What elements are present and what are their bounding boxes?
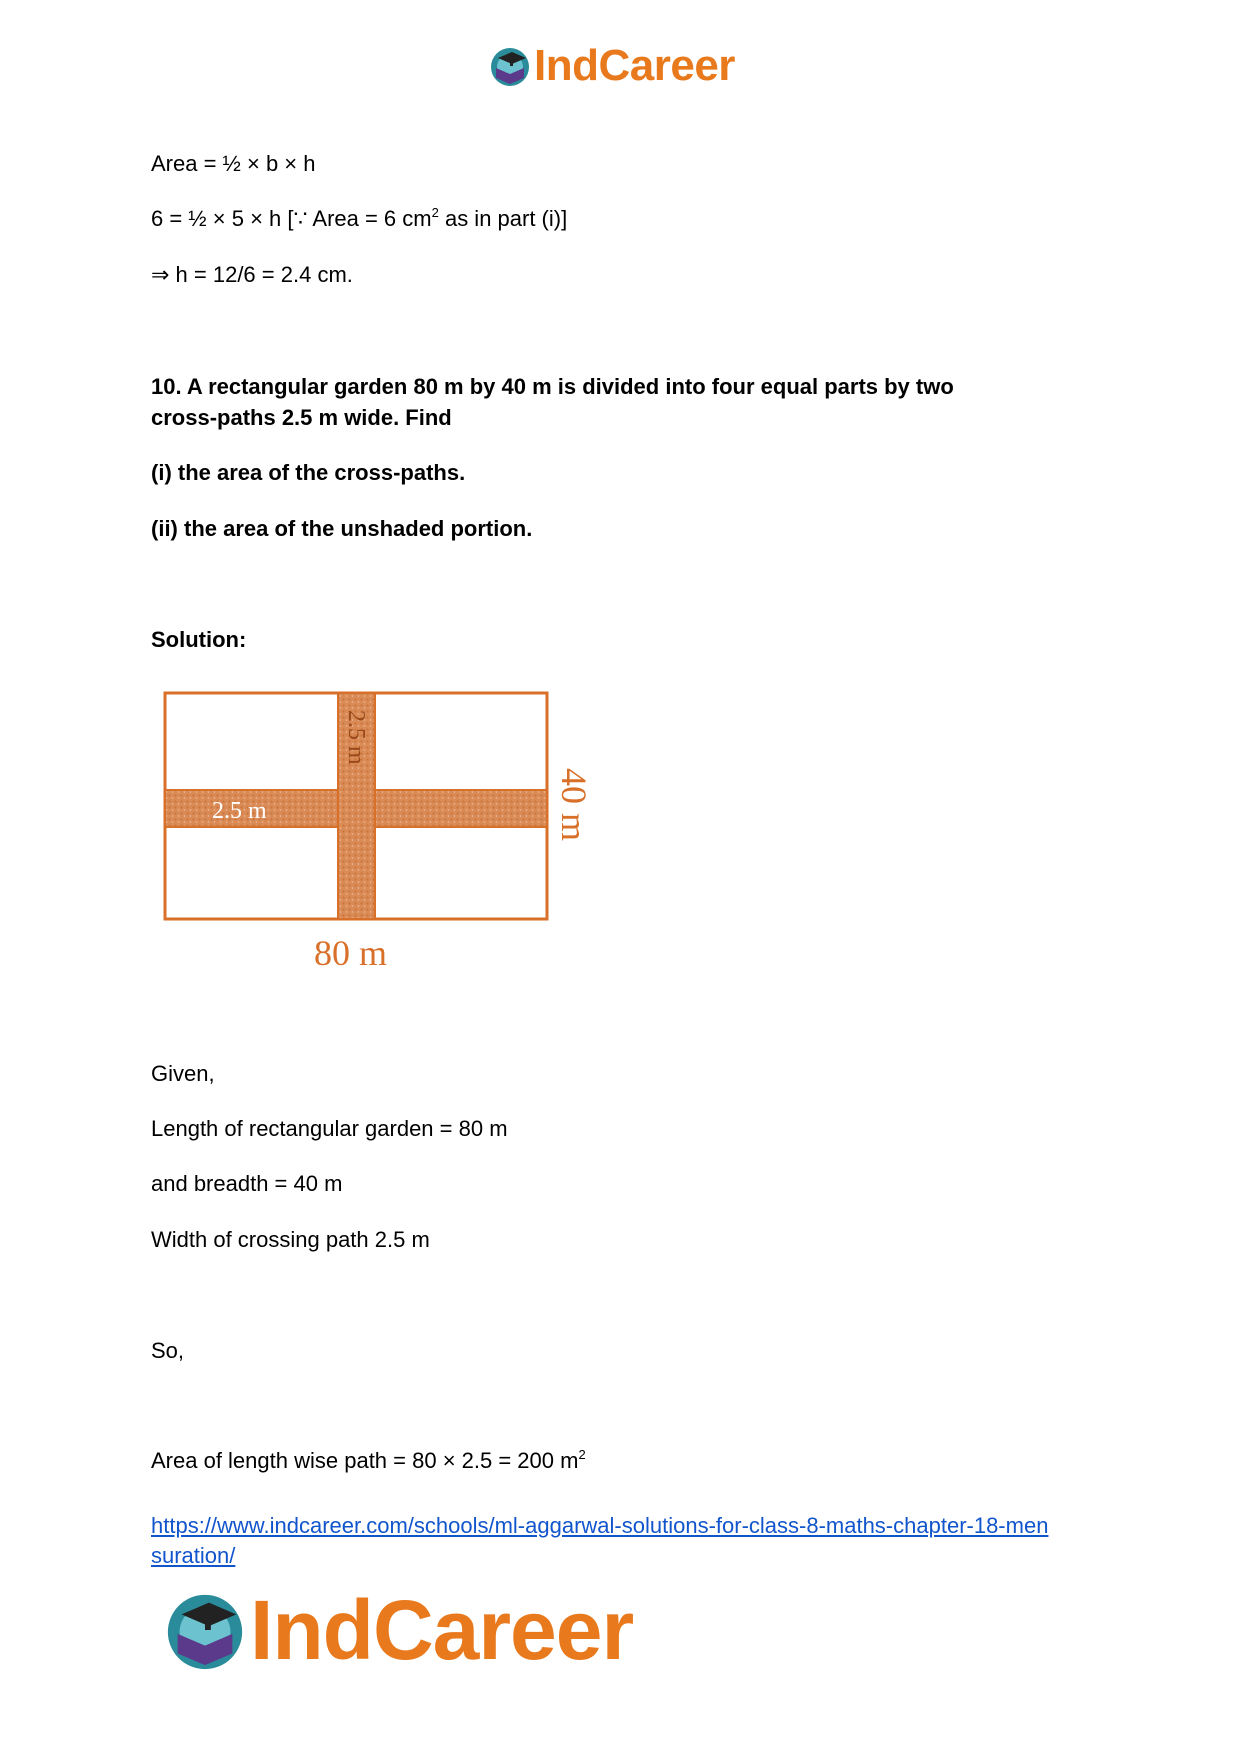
vertical-path-label: 2.5 m — [343, 710, 369, 765]
given-heading: Given, — [151, 1061, 215, 1086]
header-brand-text: IndCareer — [534, 41, 735, 90]
area-lengthwise-path — [151, 1447, 586, 1475]
footer-brand-text: IndCareer — [250, 1583, 634, 1677]
graduation-cap-book-icon — [488, 44, 532, 88]
question-part-ii: (ii) the area of the unshaded portion. — [151, 516, 533, 541]
formula-substitution-pre: 6 = ½ × 5 × h [∵ Area = 6 cm — [151, 206, 432, 231]
graduation-cap-book-icon — [162, 1587, 248, 1673]
so-text: So, — [151, 1338, 185, 1363]
footer-logo[interactable] — [162, 1585, 633, 1675]
horizontal-path-label: 2.5 m — [212, 798, 267, 824]
breadth-text: and breadth = 40 m — [151, 1171, 343, 1196]
question-line-2: cross-paths 2.5 m wide. Find — [151, 405, 452, 430]
formula-result: ⇒ h = 12/6 = 2.4 cm. — [151, 262, 353, 287]
length-label: 80 m — [314, 933, 388, 973]
source-link-line-1[interactable]: https://www.indcareer.com/schools/ml-aggarwal-solutions-for-class-8-maths-chapter-18-men — [151, 1513, 1049, 1538]
breadth-label: 40 m — [554, 768, 594, 842]
superscript: 2 — [578, 1447, 586, 1462]
superscript: 2 — [431, 205, 439, 220]
question-part-i: (i) the area of the cross-paths. — [151, 460, 466, 485]
question-line-1: 10. A rectangular garden 80 m by 40 m is divided into four equal parts by two — [151, 374, 954, 399]
area-lengthwise-text: Area of length wise path = 80 × 2.5 = 200 m — [151, 1448, 579, 1473]
solution-heading: Solution: — [151, 627, 247, 652]
length-text: Length of rectangular garden = 80 m — [151, 1116, 508, 1141]
formula-substitution-post: as in part (i)] — [438, 206, 568, 231]
path-width-text: Width of crossing path 2.5 m — [151, 1227, 430, 1252]
formula-substitution — [151, 205, 567, 233]
garden-figure — [150, 680, 600, 980]
header-logo[interactable] — [488, 42, 735, 90]
formula-area: Area = ½ × b × h — [151, 151, 316, 176]
source-link-line-2[interactable]: suration/ — [151, 1543, 236, 1568]
